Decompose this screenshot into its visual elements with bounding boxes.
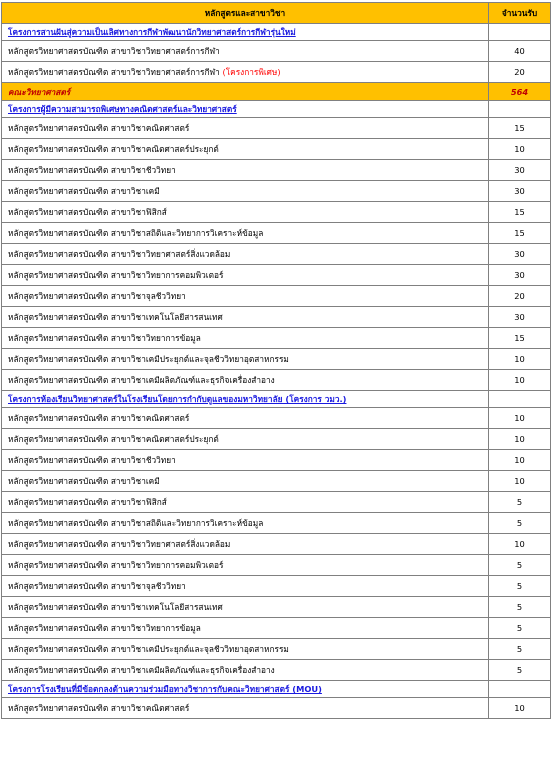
quota-count-cell: 10 (489, 370, 551, 391)
admission-quota-table (1, 2, 551, 719)
section-title-row (2, 681, 551, 698)
section-count-cell (489, 681, 551, 698)
program-name: หลักสูตรวิทยาศาสตรบัณฑิต สาขาวิชาชีววิทยา (8, 455, 176, 465)
section-title-row (2, 24, 551, 41)
section-title-row (2, 391, 551, 408)
quota-count-cell: 15 (489, 328, 551, 349)
quota-count-cell: 15 (489, 118, 551, 139)
special-program-note: (โครงการพิเศษ) (222, 67, 281, 77)
quota-count-cell: 5 (489, 639, 551, 660)
program-name: หลักสูตรวิทยาศาสตรบัณฑิต สาขาวิชาเคมีผลิตภัณฑ์และธุรกิจเครื่องสำอาง (8, 665, 275, 675)
table-row (2, 639, 551, 660)
program-cell (2, 450, 489, 471)
program-name: หลักสูตรวิทยาศาสตรบัณฑิต สาขาวิชาสถิติและวิทยาการวิเคราะห์ข้อมูล (8, 518, 264, 528)
program-cell (2, 307, 489, 328)
program-name: หลักสูตรวิทยาศาสตรบัณฑิต สาขาวิชาเคมี (8, 186, 160, 196)
program-cell (2, 62, 489, 83)
program-cell (2, 286, 489, 307)
program-cell (2, 576, 489, 597)
program-cell (2, 408, 489, 429)
table-row (2, 534, 551, 555)
table-header-row (2, 3, 551, 24)
program-column-header: หลักสูตรและสาขาวิชา (2, 3, 489, 24)
program-cell (2, 534, 489, 555)
program-cell (2, 118, 489, 139)
program-cell (2, 639, 489, 660)
program-cell (2, 370, 489, 391)
quota-count-cell: 5 (489, 618, 551, 639)
count-column-header: จำนวนรับ (489, 3, 551, 24)
program-name: หลักสูตรวิทยาศาสตรบัณฑิต สาขาวิชาฟิสิกส์ (8, 497, 167, 507)
program-name: หลักสูตรวิทยาศาสตรบัณฑิต สาขาวิชาวิทยาศาสตร์สิ่งแวดล้อม (8, 539, 231, 549)
quota-count-cell: 10 (489, 349, 551, 370)
program-cell (2, 618, 489, 639)
section-title-row (2, 101, 551, 118)
program-name: หลักสูตรวิทยาศาสตรบัณฑิต สาขาวิชาคณิตศาสตร์ (8, 123, 190, 133)
quota-count-cell: 10 (489, 429, 551, 450)
section-title-cell (2, 681, 489, 698)
quota-count-cell: 5 (489, 513, 551, 534)
table-row (2, 139, 551, 160)
quota-count-cell: 10 (489, 471, 551, 492)
program-cell (2, 698, 489, 719)
program-cell (2, 555, 489, 576)
table-row (2, 698, 551, 719)
program-name: หลักสูตรวิทยาศาสตรบัณฑิต สาขาวิชาวิทยาการข้อมูล (8, 333, 201, 343)
program-name: หลักสูตรวิทยาศาสตรบัณฑิต สาขาวิชาเคมีประยุกต์และจุลชีววิทยาอุตสาหกรรม (8, 354, 289, 364)
section-count-cell (489, 101, 551, 118)
table-row (2, 160, 551, 181)
program-name: หลักสูตรวิทยาศาสตรบัณฑิต สาขาวิชาเคมีผลิตภัณฑ์และธุรกิจเครื่องสำอาง (8, 375, 275, 385)
table-row (2, 370, 551, 391)
table-row (2, 286, 551, 307)
quota-count-cell: 5 (489, 660, 551, 681)
program-cell (2, 181, 489, 202)
program-cell (2, 244, 489, 265)
program-cell (2, 471, 489, 492)
section-title-link[interactable]: โครงการโรงเรียนที่มีข้อตกลงด้านความร่วมมือทางวิชาการกับคณะวิทยาศาสตร์ (MOU) (8, 684, 322, 694)
quota-count-cell: 5 (489, 555, 551, 576)
table-row (2, 555, 551, 576)
quota-count-cell: 10 (489, 698, 551, 719)
quota-count-cell: 5 (489, 576, 551, 597)
program-name: หลักสูตรวิทยาศาสตรบัณฑิต สาขาวิชาคณิตศาสตร์ (8, 413, 190, 423)
program-name: หลักสูตรวิทยาศาสตรบัณฑิต สาขาวิชาเคมี (8, 476, 160, 486)
table-row (2, 223, 551, 244)
section-title-cell (2, 101, 489, 118)
section-title-cell (2, 391, 489, 408)
program-cell (2, 202, 489, 223)
table-row (2, 202, 551, 223)
program-name: หลักสูตรวิทยาศาสตรบัณฑิต สาขาวิชาวิทยาศาสตร์สิ่งแวดล้อม (8, 249, 231, 259)
program-name: หลักสูตรวิทยาศาสตรบัณฑิต สาขาวิชาวิทยาศาสตร์การกีฬา (8, 46, 220, 56)
section-count-cell (489, 391, 551, 408)
table-row (2, 429, 551, 450)
program-name: หลักสูตรวิทยาศาสตรบัณฑิต สาขาวิชาวิทยาศาสตร์การกีฬา (8, 67, 220, 77)
program-name: หลักสูตรวิทยาศาสตรบัณฑิต สาขาวิชาชีววิทยา (8, 165, 176, 175)
quota-count-cell: 10 (489, 139, 551, 160)
section-title-cell (2, 24, 489, 41)
program-name: หลักสูตรวิทยาศาสตรบัณฑิต สาขาวิชาคณิตศาสตร์ประยุกต์ (8, 144, 219, 154)
quota-count-cell: 40 (489, 41, 551, 62)
table-row (2, 328, 551, 349)
quota-count-cell: 30 (489, 181, 551, 202)
program-name: หลักสูตรวิทยาศาสตรบัณฑิต สาขาวิชาวิทยาการคอมพิวเตอร์ (8, 270, 224, 280)
table-row (2, 450, 551, 471)
section-count-cell (489, 24, 551, 41)
section-title-link[interactable]: โครงการห้องเรียนวิทยาศาสตร์ในโรงเรียนโดยการกำกับดูแลของมหาวิทยาลัย (โครงการ วมว.) (8, 394, 347, 404)
program-cell (2, 139, 489, 160)
program-name: หลักสูตรวิทยาศาสตรบัณฑิต สาขาวิชาเคมีประยุกต์และจุลชีววิทยาอุตสาหกรรม (8, 644, 289, 654)
quota-count-cell: 10 (489, 408, 551, 429)
quota-count-cell: 15 (489, 202, 551, 223)
program-cell (2, 41, 489, 62)
table-row (2, 244, 551, 265)
table-row (2, 492, 551, 513)
table-row (2, 471, 551, 492)
program-cell (2, 328, 489, 349)
program-name: หลักสูตรวิทยาศาสตรบัณฑิต สาขาวิชาวิทยาการข้อมูล (8, 623, 201, 633)
program-name: หลักสูตรวิทยาศาสตรบัณฑิต สาขาวิชาคณิตศาสตร์ประยุกต์ (8, 434, 219, 444)
table-row (2, 62, 551, 83)
faculty-total-row (2, 83, 551, 101)
quota-count-cell: 30 (489, 244, 551, 265)
table-row (2, 41, 551, 62)
program-cell (2, 597, 489, 618)
faculty-label: คณะวิทยาศาสตร์ (2, 83, 489, 101)
program-cell (2, 223, 489, 244)
program-cell (2, 492, 489, 513)
table-row (2, 618, 551, 639)
table-row (2, 307, 551, 328)
program-name: หลักสูตรวิทยาศาสตรบัณฑิต สาขาวิชาฟิสิกส์ (8, 207, 167, 217)
section-title-link[interactable]: โครงการสานฝันสู่ความเป็นเลิศทางการกีฬาพัฒนานักวิทยาศาสตร์การกีฬารุ่นใหม่ (8, 27, 296, 37)
quota-count-cell: 10 (489, 450, 551, 471)
table-row (2, 660, 551, 681)
program-cell (2, 660, 489, 681)
table-row (2, 576, 551, 597)
program-name: หลักสูตรวิทยาศาสตรบัณฑิต สาขาวิชาจุลชีววิทยา (8, 291, 186, 301)
program-name: หลักสูตรวิทยาศาสตรบัณฑิต สาขาวิชาเทคโนโลยีสารสนเทศ (8, 312, 223, 322)
quota-count-cell: 30 (489, 160, 551, 181)
program-name: หลักสูตรวิทยาศาสตรบัณฑิต สาขาวิชาเทคโนโลยีสารสนเทศ (8, 602, 223, 612)
quota-count-cell: 20 (489, 286, 551, 307)
quota-count-cell: 30 (489, 265, 551, 286)
program-cell (2, 349, 489, 370)
quota-count-cell: 30 (489, 307, 551, 328)
program-cell (2, 265, 489, 286)
program-name: หลักสูตรวิทยาศาสตรบัณฑิต สาขาวิชาวิทยาการคอมพิวเตอร์ (8, 560, 224, 570)
quota-count-cell: 5 (489, 492, 551, 513)
table-row (2, 118, 551, 139)
table-row (2, 597, 551, 618)
table-row (2, 513, 551, 534)
section-title-link[interactable]: โครงการผู้มีความสามารถพิเศษทางคณิตศาสตร์และวิทยาศาสตร์ (8, 104, 237, 114)
quota-count-cell: 20 (489, 62, 551, 83)
table-row (2, 265, 551, 286)
faculty-total-count: 564 (489, 83, 551, 101)
quota-count-cell: 5 (489, 597, 551, 618)
program-cell (2, 513, 489, 534)
table-row (2, 408, 551, 429)
table-body (2, 24, 551, 719)
program-cell (2, 160, 489, 181)
program-name: หลักสูตรวิทยาศาสตรบัณฑิต สาขาวิชาสถิติและวิทยาการวิเคราะห์ข้อมูล (8, 228, 264, 238)
program-name: หลักสูตรวิทยาศาสตรบัณฑิต สาขาวิชาจุลชีววิทยา (8, 581, 186, 591)
table-row (2, 349, 551, 370)
program-cell (2, 429, 489, 450)
quota-count-cell: 15 (489, 223, 551, 244)
quota-count-cell: 10 (489, 534, 551, 555)
table-row (2, 181, 551, 202)
program-name: หลักสูตรวิทยาศาสตรบัณฑิต สาขาวิชาคณิตศาสตร์ (8, 703, 190, 713)
